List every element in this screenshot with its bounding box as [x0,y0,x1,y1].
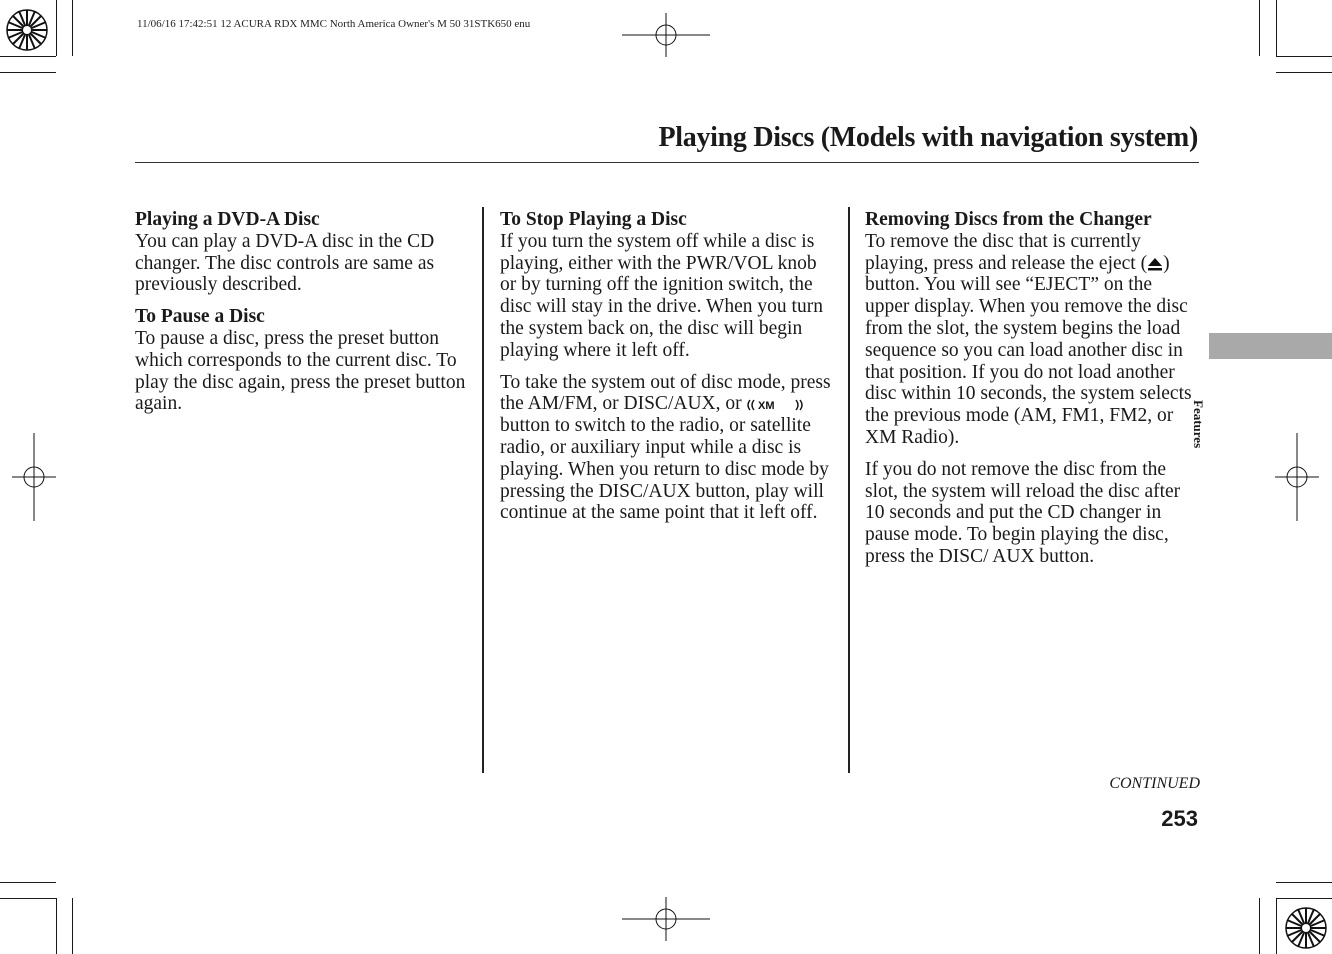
section-pause-disc [135,306,471,415]
section-body: If you do not remove the disc from the slot, the system will reload the disc after 10 seconds and put the CD changer in pause mode. To begin playing the disc, press the DISC/ AUX button. [865,458,1181,567]
section-removing-discs [865,209,1201,449]
section-playing-dvd-a [135,209,471,296]
section-heading: Playing a DVD-A Disc [135,209,320,230]
side-tab-marker [1209,333,1332,359]
page-title: Playing Discs (Models with navigation system) [658,122,1198,153]
print-info: 11/06/16 17:42:51 12 ACURA RDX MMC North America Owner's M 50 31STK650 enu [137,18,531,30]
section-heading: To Stop Playing a Disc [500,209,687,230]
page-number: 253 [1161,806,1198,831]
section-body: To remove the disc that is currently playing, press and release the eject ( ) button. You will see “EJECT” on the upper display. When you remove the disc from the slot, the system begins the load sequence so you can load another disc in that position. If you do not load another disc within 10 seconds, the system selects the previous mode (AM, FM1, FM2, or XM Radio). [865,230,1192,448]
registration-starburst-icon [5,8,49,52]
continued-label: CONTINUED [1109,775,1200,792]
side-tab-label: Features [1191,400,1206,449]
registration-starburst-icon [1284,906,1328,950]
column-divider [482,207,484,773]
eject-icon [1147,256,1163,272]
svg-text:XM: XM [758,400,775,413]
registration-crosshair-icon [622,897,710,941]
xm-radio-icon [746,398,804,412]
section-heading: To Pause a Disc [135,306,265,328]
section-body: You can play a DVD-A disc in the CD changer. The disc controls are same as previously described. [135,230,435,296]
column-1 [135,209,471,425]
section-auto-reload [865,459,1201,568]
column-2 [500,209,836,534]
title-rule [135,162,1199,163]
section-body: To take the system out of disc mode, press the AM/FM, or DISC/AUX, or XM button to switch to the radio, or satellite radio, or auxiliary input while a disc is playing. When you return to disc mode by pressing the DISC/AUX button, play will continue at the same point that it left off. [500,371,831,524]
column-3 [865,209,1201,578]
column-divider [848,207,850,773]
section-stop-disc [500,209,836,362]
section-body: To pause a disc, press the preset button which corresponds to the current disc. To play the disc again, press the preset button again. [135,327,466,415]
section-exit-disc-mode [500,372,836,525]
registration-crosshair-icon [1275,433,1319,521]
section-body: If you turn the system off while a disc is playing, either with the PWR/VOL knob or by turning off the ignition switch, the disc will stay in the drive. When you turn the system back on, the disc will begin playing where it left off. [500,230,823,361]
section-heading: Removing Discs from the Changer [865,209,1152,230]
registration-crosshair-icon [622,13,710,57]
registration-crosshair-icon [12,433,56,521]
